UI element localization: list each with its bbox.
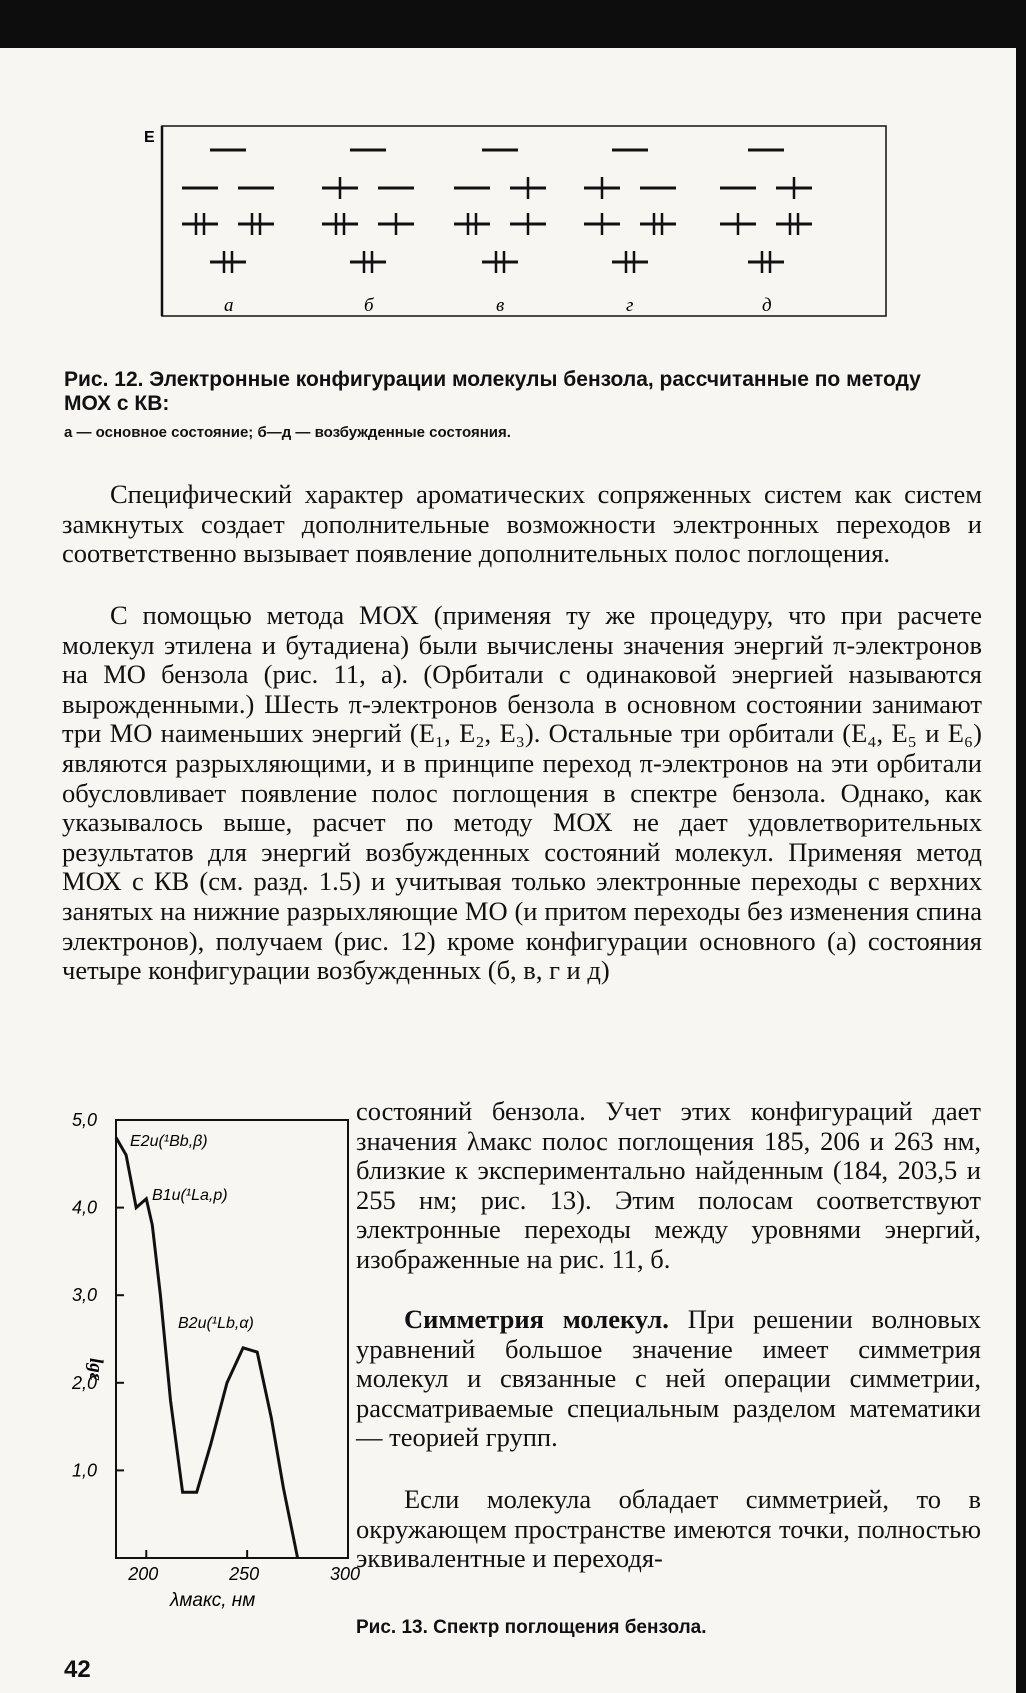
y-tick-label: 2,0 bbox=[72, 1372, 98, 1393]
configuration-label: б bbox=[364, 295, 374, 316]
x-axis-label: λмакс, нм bbox=[170, 1590, 256, 1611]
paragraph-3-body: При решении волновых уравнений большое значение имеет симметрия молекул и связанные с ней операции симметрии, рассматриваемые специальным разделом математики — теорией групп. bbox=[356, 1304, 981, 1453]
paragraph-2: С помощью метода МОХ (применяя ту же процедуру, что при расчете молекул этилена и бутадиена) были вычислены значения энергий π-электронов на МО бензола (рис. 11, а). (Орбитали с одинаковой энергией называются вырожденными.) Шесть π-электронов бензола в основном состоянии занимают три МО наименьших энергий (E₁, E₂, E₃). Остальные три орбитали (E₄, E₅ и E₆) являются разрыхляющими, и в принципе переход π-электронов на эти орбитали обусловливает появление полос поглощения в спектре бензола. Однако, как указывалось выше, расчет по методу МОХ не дает удовлетворительных результатов для энергий возбужденных состояний молекул. Применяя метод МОХ с КВ (см. разд. 1.5) и учитывая только электронные переходы с верхних занятых на нижние разрыхляющие МО (и притом переходы без изменения спина электронов), получаем (рис. 12) кроме конфигурации основного (а) состояния четыре конфигурации возбужденных (б, в, г и д) bbox=[62, 600, 982, 986]
paragraph-1: Специфический характер ароматических сопряженных систем как систем замкнутых создает дополнительные возможности электронных переходов и соответственно вызывает появление дополнительных полос поглощения. bbox=[62, 479, 982, 569]
configuration-1 bbox=[182, 150, 274, 316]
configuration-5 bbox=[720, 150, 812, 316]
band-label: B2u(¹Lb,α) bbox=[178, 1315, 254, 1332]
x-tick-label: 250 bbox=[229, 1564, 260, 1584]
x-tick-label: 200 bbox=[128, 1564, 159, 1584]
paragraph-2-continuation: состояний бензола. Учет этих конфигураций дает значения λмакс полос поглощения 185, 206 и 263 нм, близкие к экспериментально найденным (184, 203,5 и 255 нм; рис. 13). Этим полосам соответствуют электронные переходы между уровнями энергий, изображенные на рис. 11, б. bbox=[356, 1096, 981, 1274]
figure-12-frame bbox=[162, 126, 886, 316]
plot-frame bbox=[116, 1120, 348, 1558]
x-tick-label: 300 bbox=[330, 1564, 361, 1584]
page-number: 42 bbox=[64, 1656, 91, 1683]
configuration-label: г bbox=[626, 295, 634, 316]
scan-top-border bbox=[0, 0, 1026, 48]
figure-12-caption-block bbox=[64, 368, 964, 441]
configuration-2 bbox=[322, 150, 414, 316]
y-tick-label: 5,0 bbox=[72, 1110, 98, 1130]
figure-12-caption: Рис. 12. Электронные конфигурации молекулы бензола, рассчитанные по методу МОХ с КВ: bbox=[64, 368, 921, 415]
y-tick-label: 3,0 bbox=[72, 1285, 98, 1306]
band-label: E2u(¹Bb,β) bbox=[130, 1133, 208, 1150]
figure-13-spectrum bbox=[60, 1108, 361, 1613]
y-tick-label: 1,0 bbox=[72, 1460, 98, 1481]
figure-13-caption: Рис. 13. Спектр поглощения бензола. bbox=[356, 1617, 707, 1638]
section-heading-symmetry: Симметрия молекул. bbox=[404, 1304, 669, 1334]
y-tick-label: 4,0 bbox=[72, 1197, 98, 1218]
energy-axis-label: E bbox=[144, 129, 155, 146]
band-label: B1u(¹La,p) bbox=[152, 1187, 228, 1204]
configuration-label: в bbox=[496, 295, 505, 316]
paragraph-3 bbox=[356, 1305, 981, 1453]
configuration-3 bbox=[454, 150, 546, 316]
paragraph-4: Если молекула обладает симметрией, то в окружающем пространстве имеются точки, полностью эквивалентные и переходя- bbox=[356, 1484, 981, 1574]
configuration-label: д bbox=[762, 295, 772, 316]
y-axis-label: lgε bbox=[85, 1358, 106, 1381]
figure-12-configurations bbox=[144, 126, 890, 366]
configuration-4 bbox=[584, 150, 676, 316]
configuration-label: а bbox=[224, 295, 234, 316]
figure-12-subcaption: а — основное состояние; б—д — возбужденные состояния. bbox=[64, 424, 511, 441]
scan-right-border bbox=[1016, 0, 1026, 1693]
